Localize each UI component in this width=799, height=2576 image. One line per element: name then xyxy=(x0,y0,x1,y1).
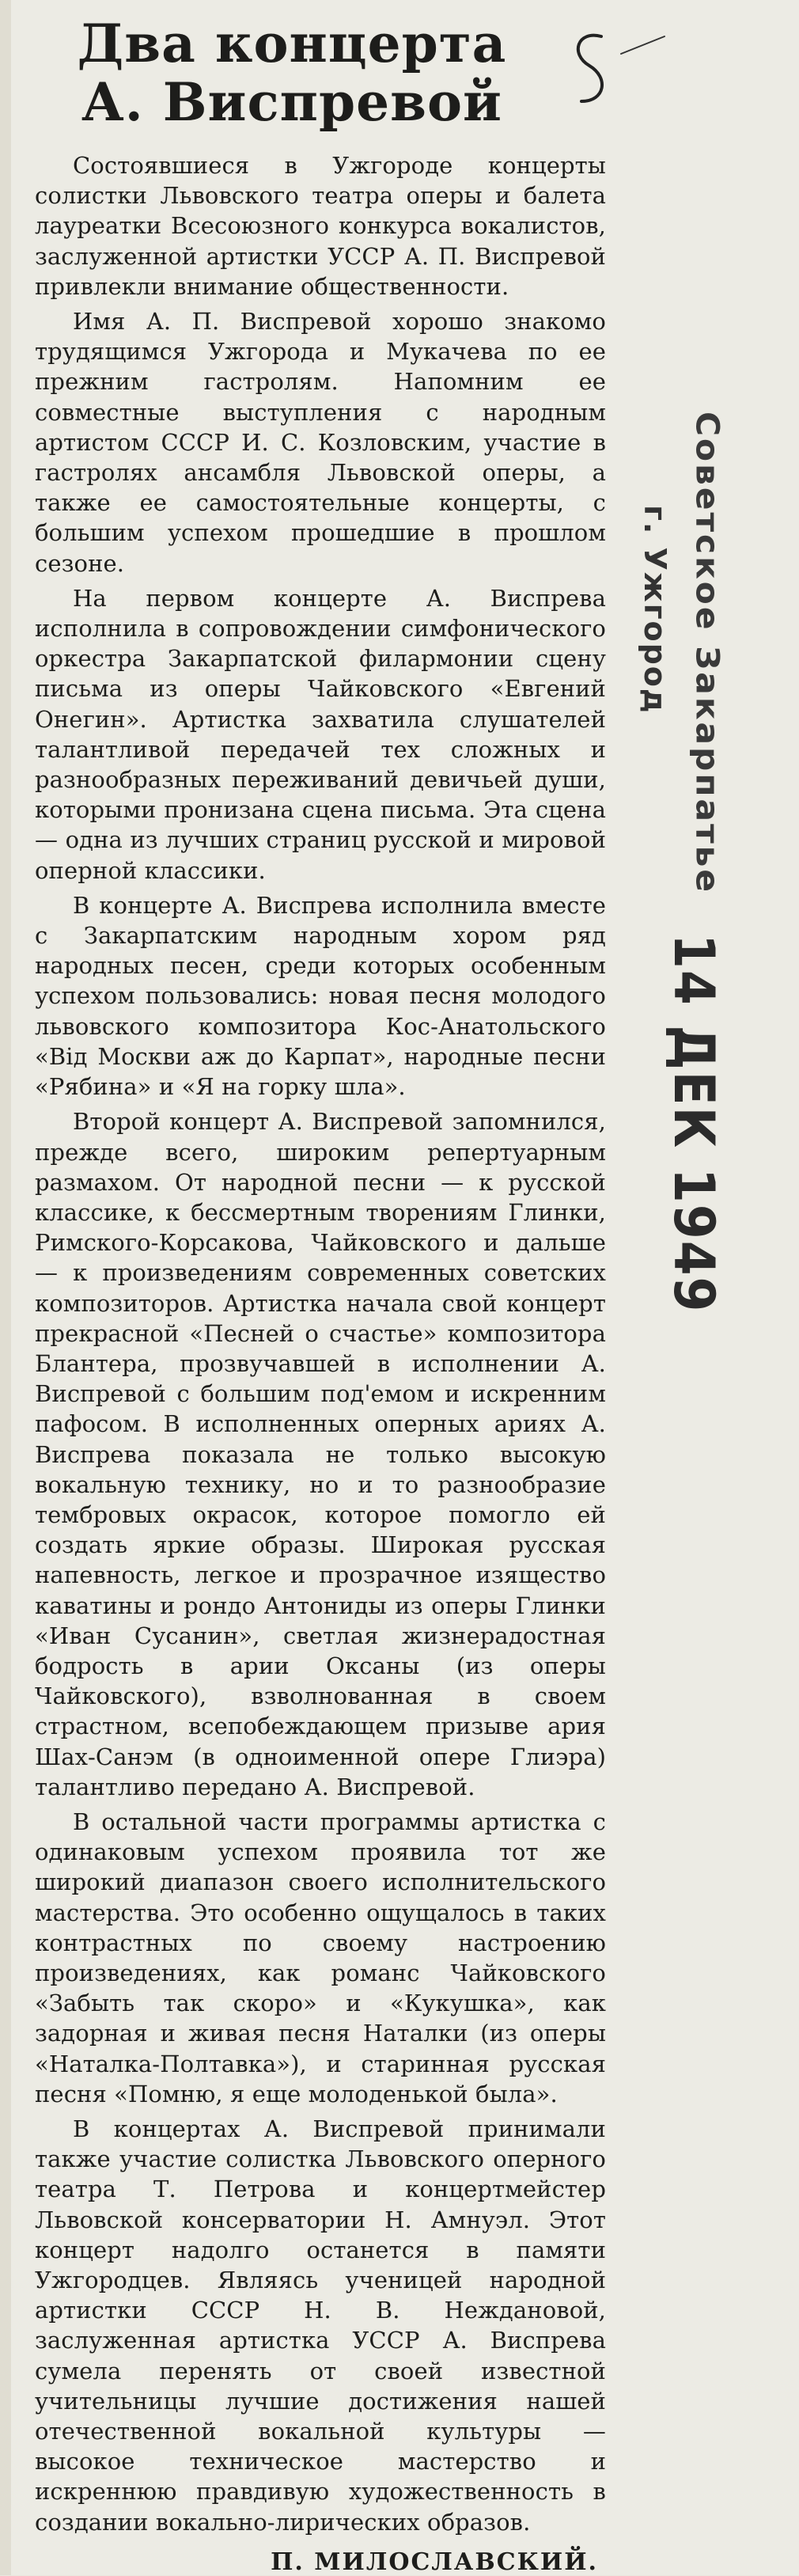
article-title xyxy=(14,14,609,131)
newspaper-stamp xyxy=(609,412,783,1314)
paragraph-4: В концерте А. Виспрева исполнила вместе с Закарпатским народным хором ряд народных песен, среди которых особенным успехом пользовались: новая песня молодого львовского композитора Кос-Анатольского «Від Москви аж до Карпат», народные песни «Рябина» и «Я на горку шла». xyxy=(35,891,606,1101)
stamp-newspaper-name: Советское Закарпатье xyxy=(688,412,725,895)
author-signature: П. МИЛОСЛАВСКИЙ. xyxy=(271,2548,598,2576)
article-column xyxy=(14,0,609,2575)
stamp-city: г. Ужгород xyxy=(638,505,672,715)
title-line-1: Два концерта xyxy=(77,13,507,74)
paper-edge xyxy=(0,0,11,2575)
paragraph-2: Имя А. П. Виспревой хорошо знакомо трудящимся Ужгорода и Мукачева по ее прежним гастролям. Напомним ее совместные выступления с народным артистом СССР И. С. Козловским, участие в гастролях ансамбля Львовской оперы, а также ее самостоятельные концерты, с большим успехом прошедшие в прошлом сезоне. xyxy=(35,308,606,577)
paragraph-7: В концертах А. Виспревой принимали также участие солистка Львовского оперного театра Т. Петрова и концертмейстер Львовской консерватории Н. Амнуэл. Этот концерт надолго останется в памяти Ужгородцев. Являясь ученицей народной артистки СССР Н. В. Неждановой, заслуженная артистка УССР А. Виспрева сумела перенять от своей известной учительницы лучшие достижения нашей отечественной вокальной культуры — высокое техническое мастерство и искреннюю правдивую художественность в создании вокально-лирических образов. xyxy=(35,2115,606,2536)
title-line-2: А. Виспревой xyxy=(81,71,502,133)
article-body xyxy=(35,150,606,2576)
paragraph-5: Второй концерт А. Виспревой запомнился, прежде всего, широким репертуарным размахом. От народной песни — к русской классике, к бессмертным творениям Глинки, Римского-Корсакова, Чайковского и дальше — к произведениям современных советских композиторов. Артистка начала свой концерт прекрасной «Песней о счастье» композитора Блантера, прозвучавшей в исполнении А. Виспревой с большим под'емом и искренним пафосом. В исполненных оперных ариях А. Виспрева показала не только высокую вокальную технику, но и то разнообразие тембровых окрасок, которое помогло ей создать яркие образы. Широкая русская напевность, легкое и прозрачное изящество каватины и рондо Антониды из оперы Глинки «Иван Сусанин», светлая жизнерадостная бодрость в арии Оксаны (из оперы Чайковского), взволнованная в своем страстном, всепобеждающем призыве ария Шах-Санэм (в одноименной опере Глиэра) талантливо передано А. Виспревой. xyxy=(35,1108,606,1800)
paragraph-6: В остальной части программы артистка с одинаковым успехом проявила тот же широкий диапазон своего исполнительского мастерства. Это особенно ощущалось в таких контрастных по своему настроению произведениях, как романс Чайковского «Забыть так скоро» и «Кукушка», как задорная и живая песня Наталки (из оперы «Наталка-Полтавка»), и старинная русская песня «Помню, я еще молоденькой была». xyxy=(35,1808,606,2107)
paragraph-3: На первом концерте А. Виспрева исполнила в сопровождении симфонического оркестра Закарпатской филармонии сцену письма из оперы Чайковского «Евгений Онегин». Артистка захватила слушателей талантливой передачей тех сложных и разнообразных переживаний девичьей души, которыми пронизана сцена письма. Эта сцена — одна из лучших страниц русской и мировой оперной классики. xyxy=(35,584,606,884)
stamp-date: 14 ДЕК 1949 xyxy=(661,934,726,1314)
handwritten-mark xyxy=(546,22,672,117)
paragraph-1: Состоявшиеся в Ужгороде концерты солистки Львовского театра оперы и балета лауреатки Всесоюзного конкурса вокалистов, заслуженной артистки УССР А. П. Виспревой привлекли внимание общественности. xyxy=(35,152,606,300)
